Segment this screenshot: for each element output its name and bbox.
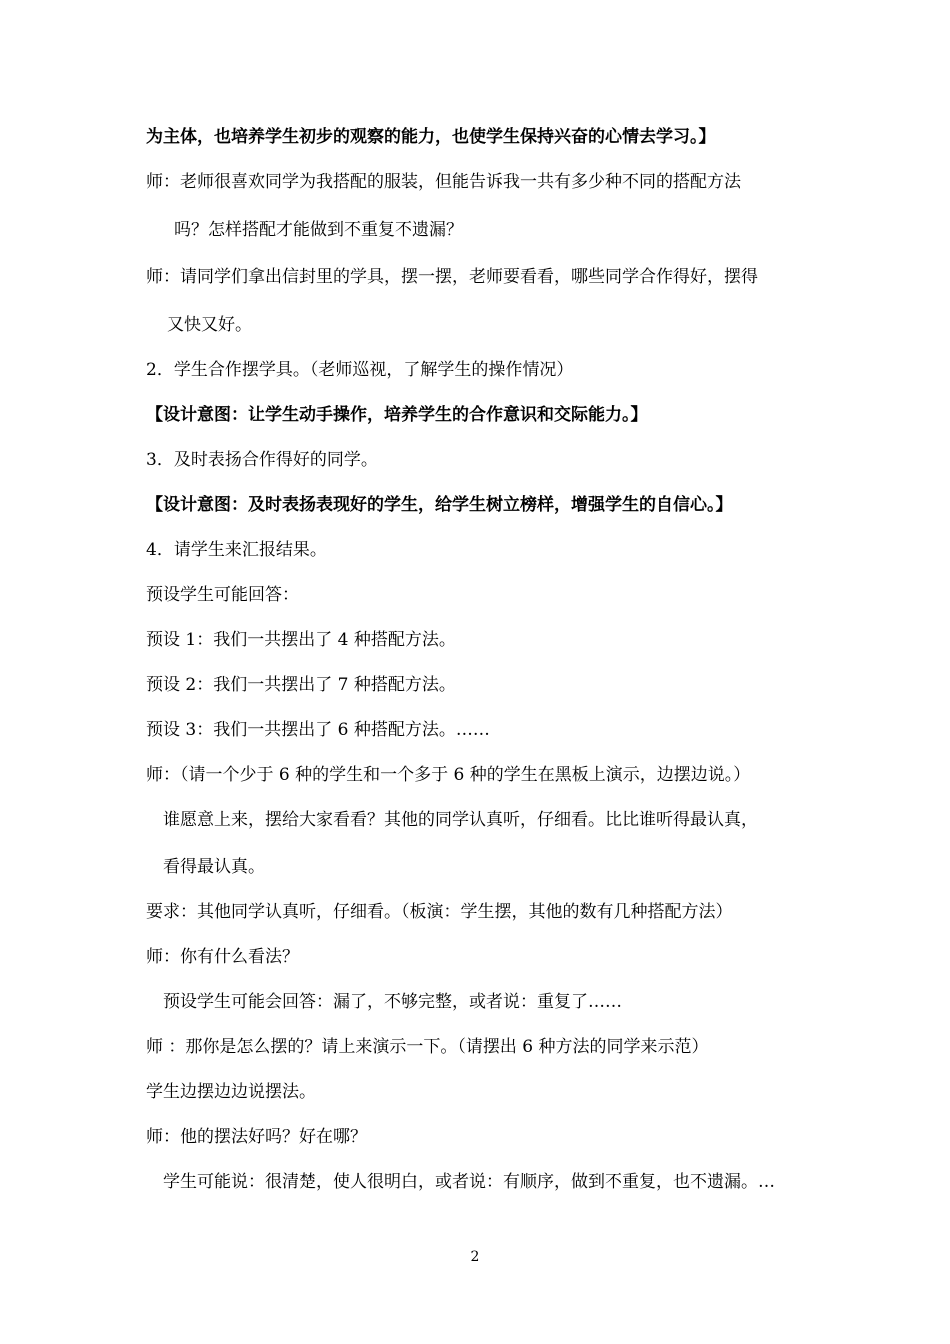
paragraph-line: 为主体，也培养学生初步的观察的能力，也使学生保持兴奋的心情去学习。】 bbox=[146, 127, 716, 147]
paragraph-line: 看得最认真。 bbox=[163, 857, 265, 877]
paragraph-line: 师：（请一个少于 6 种的学生和一个多于 6 种的学生在黑板上演示，边摆边说。） bbox=[146, 765, 751, 785]
paragraph-line: 【设计意图：让学生动手操作，培养学生的合作意识和交际能力。】 bbox=[146, 405, 648, 425]
page-number: 2 bbox=[470, 1249, 480, 1265]
paragraph-line: 谁愿意上来，摆给大家看看？其他的同学认真听，仔细看。比比谁听得最认真， bbox=[163, 810, 758, 830]
paragraph-line: 预设学生可能会回答：漏了，不够完整，或者说：重复了…… bbox=[163, 992, 622, 1012]
paragraph-line: 预设 3：我们一共摆出了 6 种搭配方法。…… bbox=[146, 720, 490, 740]
paragraph-line: 学生边摆边边说摆法。 bbox=[146, 1082, 316, 1102]
paragraph-line: 又快又好。 bbox=[167, 315, 252, 335]
paragraph-line: 3．及时表扬合作得好的同学。 bbox=[146, 450, 378, 470]
paragraph-line: 预设 2：我们一共摆出了 7 种搭配方法。 bbox=[146, 675, 456, 695]
paragraph-line: 预设学生可能回答： bbox=[146, 585, 299, 605]
paragraph-line: 师：请同学们拿出信封里的学具，摆一摆，老师要看看，哪些同学合作得好，摆得 bbox=[146, 267, 758, 287]
paragraph-line: 【设计意图：及时表扬表现好的学生，给学生树立榜样，增强学生的自信心。】 bbox=[146, 495, 733, 515]
paragraph-line: 吗？怎样搭配才能做到不重复不遗漏？ bbox=[174, 220, 463, 240]
paragraph-line: 4．请学生来汇报结果。 bbox=[146, 540, 327, 560]
paragraph-line: 师：老师很喜欢同学为我搭配的服装，但能告诉我一共有多少种不同的搭配方法 bbox=[146, 172, 741, 192]
paragraph-line: 师：你有什么看法？ bbox=[146, 947, 299, 967]
paragraph-line: 2．学生合作摆学具。（老师巡视，了解学生的操作情况） bbox=[146, 360, 574, 380]
paragraph-line: 师 ：那你是怎么摆的？请上来演示一下。（请摆出 6 种方法的同学来示范） bbox=[146, 1037, 709, 1057]
paragraph-line: 学生可能说：很清楚，使人很明白，或者说：有顺序，做到不重复，也不遗漏。… bbox=[163, 1172, 775, 1192]
paragraph-line: 预设 1：我们一共摆出了 4 种搭配方法。 bbox=[146, 630, 456, 650]
paragraph-line: 师：他的摆法好吗？好在哪？ bbox=[146, 1127, 367, 1147]
paragraph-line: 要求：其他同学认真听，仔细看。（板演：学生摆，其他的数有几种搭配方法） bbox=[146, 902, 733, 922]
